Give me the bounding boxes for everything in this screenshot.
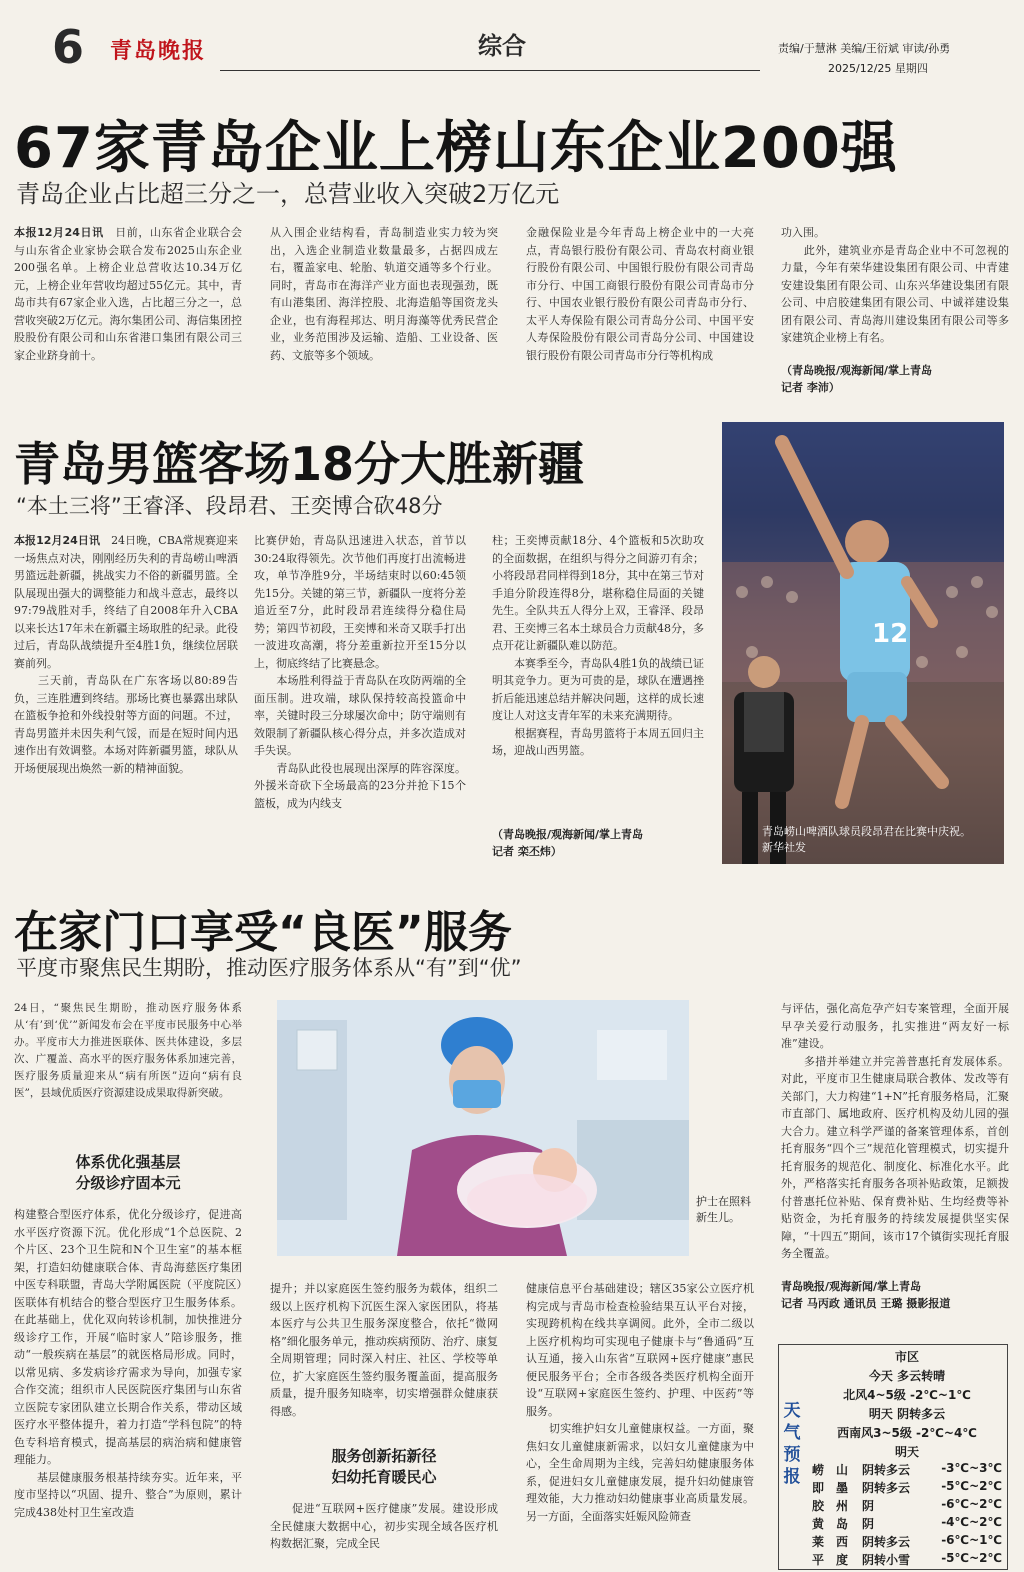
article3-subtitle: 平度市聚焦民生期盼，推动医疗服务体系从“有”到“优”: [16, 956, 522, 980]
weather-today: 今天 多云转晴: [868, 1369, 946, 1383]
weather-city-row: [812, 1551, 1002, 1568]
basketball-photo: [722, 422, 1004, 864]
section-title: 综合: [478, 32, 526, 60]
weather-city-name: 胶 州: [812, 1499, 849, 1513]
article1-col4: 功入围。 此外，建筑业亦是青岛企业中不可忽视的力量，今年有荣华建设集团有限公司、中青建安建设集团有限公司、山东兴华建设集团有限公司、中启胶建集团有限公司、中诚祥建设集团有限公司、青岛海川建设集团有限公司等多家建筑企业榜上有名。: [781, 226, 1009, 344]
article3-col2: 提升；并以家庭医生签约服务为载体，组织二级以上医疗机构下沉医生深入家医团队，将基本医疗与公共卫生服务深度整合，依托“微网格”细化服务单元，推动疾病预防、治疗、康复全周期管理；同时深入村庄、社区、学校等单位，扩大家庭医生签约服务覆盖面，提高服务质量，提升服务知晓率，切实增强群众健康获得感。: [270, 1282, 498, 1418]
weather-city-row: [812, 1461, 1002, 1478]
weather-city-name: 莱 西: [812, 1535, 849, 1549]
article1-title: 67家青岛企业上榜山东企业200强: [14, 116, 898, 181]
weather-tomorrow-detail: 西南风3~5级 -2℃~4℃: [837, 1426, 977, 1440]
weather-city-cond: 阴: [862, 1517, 875, 1531]
weather-city-temp: -3℃~3℃: [941, 1461, 1002, 1475]
editor-credits: 责编/于慧淋 美编/王衍斌 审读/孙勇: [778, 42, 951, 55]
article1-subtitle: 青岛企业占比超三分之一，总营业收入突破2万亿元: [16, 180, 560, 208]
basketball-illustration: [722, 422, 1004, 864]
weather-city-name: 即 墨: [812, 1481, 849, 1495]
article3-subhead1: 体系优化强基层 分级诊疗固本元: [75, 1153, 181, 1192]
article3-col1: 构建整合型医疗体系，优化分级诊疗，促进高水平医疗资源下沉。优化形成“1个总医院、2个片区、23个卫生院和N个卫生室”的基本框架，打造妇幼健康联合体、青岛海慈医疗集团中医专科联盟，青岛大学附属医院（平度院区）医联体有机结合的整合型医疗卫生服务体系。在此基础上，优化双向转诊机制，加快推进分级诊疗工作，开展“临时家人”陪诊服务，推动“一般疾病在基层”的就医格局形成。同时，以常见病、多发病诊疗需求为导向，加强专家合作交流；组织市人民医院医疗集团与山东省立医院专家团队建立长期合作关系，带动区域医疗水平整体提升，着力打造“学科包院”的特色专科培育模式，提高基层的病治病和健康管理能力。 基层健康服务根基持续夯实。近年来，平度市坚持以“巩固、提升、整合”为原则，累计完成438处村卫生室改造: [14, 1208, 242, 1519]
weather-content: [812, 1348, 1002, 1568]
weather-city-cond: 阴转多云: [862, 1481, 911, 1495]
weather-city-cond: 阴转多云: [862, 1463, 911, 1477]
weather-city-temp: -5℃~2℃: [941, 1479, 1002, 1493]
weather-city-temp: -6℃~2℃: [941, 1497, 1002, 1511]
weather-city-name: 平 度: [812, 1553, 849, 1567]
weather-city-row: [812, 1497, 1002, 1514]
weather-cities-header: 明天: [894, 1445, 919, 1459]
weather-tomorrow: 明天 阴转多云: [868, 1407, 946, 1421]
weather-city-temp: -5℃~2℃: [941, 1551, 1002, 1565]
weather-city-cond: 阴: [862, 1499, 875, 1513]
weather-city-name: 黄 岛: [812, 1517, 849, 1531]
weather-city-cond: 阴转小雪: [862, 1553, 911, 1567]
article1-byline: （青岛晚报/观海新闻/掌上青岛 记者 李沛）: [781, 364, 933, 394]
weather-city-list: [812, 1461, 1002, 1568]
weather-city-temp: -4℃~2℃: [941, 1515, 1002, 1529]
newborn-photo: [277, 1000, 689, 1256]
weather-city-row: [812, 1533, 1002, 1550]
dateline: 本报12月24日讯: [14, 534, 100, 547]
weather-tag: 天气预报: [783, 1401, 801, 1487]
article1-col3: 金融保险业是今年青岛上榜企业中的一大亮点，青岛银行股份有限公司、青岛农村商业银行股份有限公司、中国银行股份有限公司青岛市分行、中国工商银行股份有限公司青岛市分行、中国农业银行股份有限公司青岛市分行、太平人寿保险有限公司青岛分公司、中国平安人寿保险股份有限公司青岛分公司、中国建设银行股份有限公司青岛市分行等机构成: [526, 226, 754, 362]
article2-col2: 比赛伊始，青岛队迅速进入状态，首节以30:24取得领先。次节他们再度打出流畅进攻，单节净胜9分，半场结束时以60:45领先15分。关键的第三节，新疆队一度将分差追近至7分，此时段昂君连续得分稳住局势；第四节初段，王奕博和米奇又联手打出一波进攻高潮，将分差重新拉开至15分以上，彻底终结了比赛悬念。 本场胜利得益于青岛队在攻防两端的全面压制。进攻端，球队保持较高投篮命中率，关键时段三分球屡次命中；防守端则有效限制了新疆队核心得分点，并多次造成对手失误。 青岛队此役也展现出深厚的阵容深度。外援米奇砍下全场最高的23分并抢下15个篮板，成为内线支: [254, 534, 466, 810]
jersey-number: 12: [872, 619, 909, 649]
article1-col1-text: 日前，山东省企业联合会与山东省企业家协会联合发布2025山东企业200强名单。上榜企业总营收达10.34万亿元，上榜企业年营收均超过55亿元。其中，青岛市共有67家企业入选，占比超三分之一，总营收突破2万亿元。海尔集团公司、海信集团控股股份有限公司和山东省港口集团有限公司三家企业跻身前十。: [14, 226, 242, 362]
weather-city-title: 市区: [894, 1350, 919, 1364]
article3-byline: 青岛晚报/观海新闻/掌上青岛 记者 马丙政 通讯员 王璐 摄影报道: [781, 1280, 951, 1310]
weather-city-cond: 阴转多云: [862, 1535, 911, 1549]
article2-col1-text: 24日晚，CBA常规赛迎来一场焦点对决，刚刚经历失利的青岛崂山啤酒男篮远赴新疆，挑战实力不俗的新疆男篮。全队展现出强大的调整能力和战斗意志，最终以97:79战胜对手，终结了自2008年升入CBA以来长达17年未在新疆主场取胜的纪录。此役过后，青岛队战绩提升至4胜1负，继续位居联赛前列。 三天前，青岛队在广东客场以80:89告负，三连胜遭到终结。那场比赛也暴露出球队在篮板争抢和外线投射等方面的问题。不过，青岛男篮并未因失利气馁，而是在短时间内迅速作出有效调整。本场对阵新疆男篮，球队从开场便展现出焕然一新的精神面貌。: [14, 534, 238, 775]
article2-col1: [14, 532, 238, 862]
article3-col2b: 促进“互联网+医疗健康”发展。建设形成全民健康大数据中心，初步实现全域各医疗机构数据汇聚，完成全民: [270, 1502, 498, 1550]
page-number: 6: [52, 20, 85, 74]
weather-city-name: 崂 山: [812, 1463, 849, 1477]
newborn-illustration: [277, 1000, 689, 1256]
article1-col1: [14, 224, 242, 394]
basketball-photo-caption: 青岛崂山啤酒队球员段昂君在比赛中庆祝。 新华社发: [762, 825, 988, 854]
masthead-logo: 青岛晚报: [110, 38, 207, 64]
article2-byline: （青岛晚报/观海新闻/掌上青岛 记者 栾丕炜）: [492, 828, 644, 858]
weather-today-detail: 北风4~5级 -2℃~1℃: [843, 1388, 971, 1402]
article2-subtitle: “本土三将”王睿泽、段昂君、王奕博合砍48分: [16, 494, 443, 518]
newborn-photo-caption: 护士在照料新生儿。: [696, 1195, 751, 1224]
article2-title: 青岛男篮客场18分大胜新疆: [14, 437, 585, 491]
article3-col4: 与评估，强化高危孕产妇专案管理，全面开展早孕关爱行动服务，扎实推进“两友好一标准”建设。 多措并举建立并完善普惠托育发展体系。对此，平度市卫生健康局联合教体、发改等有关部门，大力构建“1+N”托育服务格局，汇聚市直部门、属地政府、医疗机构及幼儿园的强大合力。建立科学严谨的备案管理体系，首创托育服务“四个三”规范化管理模式，切实提升托育服务的规范化、制度化、标准化水平。此外，严格落实托育服务各项补贴政策，足额拨付普惠托位补贴、保育费补贴、生均经费等补贴资金，为托育服务的持续发展提供坚实保障，“十四五”期间，该市17个镇街实现托育服务全覆盖。: [781, 1002, 1009, 1260]
article3-subhead2: 服务创新拓新径 妇幼托育暖民心: [331, 1447, 437, 1486]
weather-city-row: [812, 1479, 1002, 1496]
article3-intro: 24日，“聚焦民生期盼，推动医疗服务体系从‘有’到‘优’”新闻发布会在平度市民服务中心举办。平度市大力推进医联体、医共体建设，多层次、广覆盖、高水平的医疗服务体系加速完善，医疗服务质量迎来从“病有所医”迈向“病有良医”，县域优质医疗资源建设成果取得新突破。: [14, 1002, 242, 1099]
weather-city-temp: -6℃~1℃: [941, 1533, 1002, 1547]
dateline: 本报12月24日讯: [14, 226, 104, 239]
weather-city-row: [812, 1515, 1002, 1532]
article2-col3: 柱；王奕博贡献18分、4个篮板和5次助攻的全面数据，在组织与得分之间游刃有余；小将段昂君同样得到18分，其中在第三节对手追分阶段连得8分，堪称稳住局面的关键先生。全队共五人得分上双，王睿泽、段昂君、王奕博三名本土球员合力贡献48分，多点开花让新疆队难以防范。 本赛季至今，青岛队4胜1负的战绩已证明其竞争力。更为可贵的是，球队在遭遇挫折后能迅速总结并解决问题，这样的成长速度让人对这支青年军的未来充满期待。 根据赛程，青岛男篮将于本周五回归主场，迎战山西男篮。: [492, 534, 704, 757]
article3-col3: 健康信息平台基础建设；辖区35家公立医疗机构完成与青岛市检查检验结果互认平台对接，实现跨机构在线共享调阅。此外，全市二级以上医疗机构均可实现电子健康卡与“鲁通码”互认互通，接入山东省“互联网+医疗健康”惠民便民服务平台；全市各级各类医疗机构全面开设“互联网+家庭医生签约、护理、中医药”等服务。 切实维护妇女儿童健康权益。一方面，聚焦妇女儿童健康新需求，以妇女儿童健康为中心，全生命周期为主线，完善妇幼健康服务体系，促进妇女儿童健康发展，提升妇幼健康管理效能，大力推动妇幼健康事业高质量发展。另一方面，全面落实妊娠风险筛查: [526, 1282, 754, 1523]
issue-date: 2025/12/25 星期四: [828, 62, 928, 75]
header-rule: [220, 70, 760, 71]
article3-title: 在家门口享受“良医”服务: [14, 907, 512, 958]
article1-col2: 从入围企业结构看，青岛制造业实力较为突出，入选企业制造业数量最多，占据四成左右，覆盖家电、轮胎、轨道交通等多个行业。同时，青岛市在海洋产业方面也表现强劲，既有山港集团、海洋控股、北海造船等国资龙头企业，也有海程邦达、明月海藻等优秀民营企业，业务范围涉及运输、造船、工业设备、医药、文旅等多个领域。: [270, 226, 498, 362]
